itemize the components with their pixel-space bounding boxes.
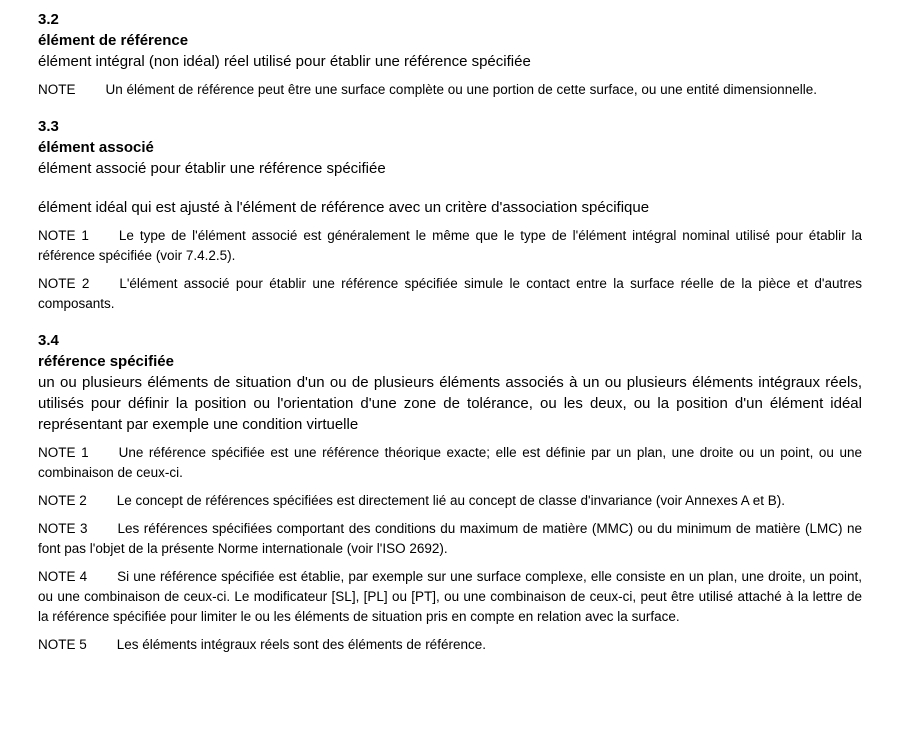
note-text: L'élément associé pour établir une référence spécifiée simule le contact entre la surface réelle de la pièce et d'autres composants.	[38, 276, 862, 311]
clause-3-4	[38, 330, 862, 655]
note-text: Le concept de références spécifiées est directement lié au concept de classe d'invariance (voir Annexes A et B).	[116, 493, 785, 508]
note	[38, 635, 862, 655]
note	[38, 443, 862, 483]
clause-term: élément associé	[38, 139, 154, 156]
clause-3-3	[38, 116, 862, 314]
note-label: NOTE 1	[38, 228, 89, 243]
note	[38, 274, 862, 314]
clause-definition: élément intégral (non idéal) réel utilisé pour établir une référence spécifiée	[38, 53, 531, 70]
clause-number: 3.3	[38, 118, 59, 135]
note	[38, 567, 862, 627]
note-label: NOTE 1	[38, 445, 89, 460]
note-text: Le type de l'élément associé est généralement le même que le type de l'élément intégral nominal utilisé pour établir la référence spécifiée (voir 7.4.2.5).	[38, 228, 862, 263]
clause-number: 3.4	[38, 332, 59, 349]
note-label: NOTE 2	[38, 493, 87, 508]
note-text: Les éléments intégraux réels sont des éléments de référence.	[116, 637, 486, 652]
note	[38, 491, 862, 511]
note-label: NOTE	[38, 82, 76, 97]
note-label: NOTE 3	[38, 521, 88, 536]
note-label: NOTE 2	[38, 276, 90, 291]
note-text: Une référence spécifiée est une référence théorique exacte; elle est définie par un plan, une droite ou un point, ou une combinaison de ceux-ci.	[38, 445, 862, 480]
clause-number: 3.2	[38, 11, 59, 28]
clause-definition-secondary: élément idéal qui est ajusté à l'élément de référence avec un critère d'association spécifique	[38, 199, 650, 216]
note-text: Si une référence spécifiée est établie, par exemple sur une surface complexe, elle consiste en un plan, une droite, un point, ou une combinaison de ceux-ci. Le modificateur [SL], [PL] ou [PT], ou une combinaison de ceux-ci, peut être utilisé attaché à la lettre de la référence spécifiée pour limiter le ou les éléments de situation pris en compte en relation avec la surface.	[38, 569, 862, 624]
note-label: NOTE 5	[38, 637, 87, 652]
clause-term: élément de référence	[38, 32, 189, 49]
clause-definition: un ou plusieurs éléments de situation d'un ou de plusieurs éléments associés à un ou plusieurs éléments intégraux réels, utilisés pour définir la position ou l'orientation d'une zone de tolérance, ou les deux, ou la position d'un élément idéal représentant par exemple une condition virtuelle	[38, 374, 862, 433]
note	[38, 80, 862, 100]
note	[38, 226, 862, 266]
note	[38, 519, 862, 559]
clause-term: référence spécifiée	[38, 353, 174, 370]
note-text: Les références spécifiées comportant des conditions du maximum de matière (MMC) ou du minimum de matière (LMC) ne font pas l'objet de la présente Norme internationale (voir l'ISO 2692).	[38, 521, 862, 556]
note-label: NOTE 4	[38, 569, 88, 584]
note-text: Un élément de référence peut être une surface complète ou une portion de cette surface, ou une entité dimensionnelle.	[105, 82, 817, 97]
clause-definition: élément associé pour établir une référence spécifiée	[38, 160, 386, 177]
clause-3-2	[38, 9, 862, 100]
